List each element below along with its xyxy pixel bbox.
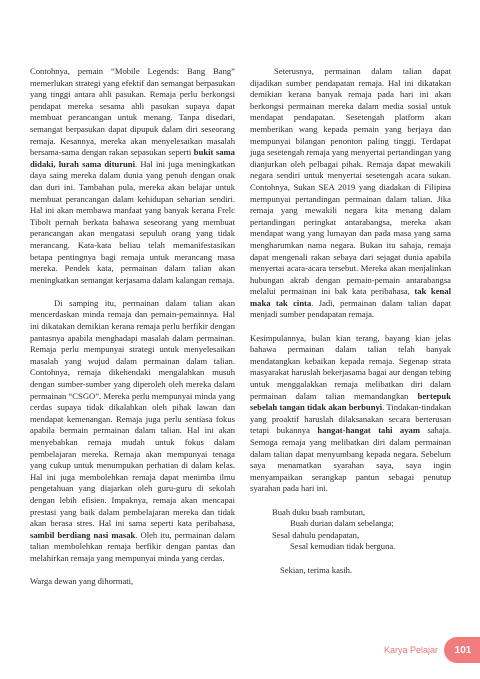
paragraph-income: Seterusnya, permainan dalam talian dapat dijadikan sumber pendapatan remaja. Hal ini dikatakan demikian kerana banyak remaja pada hari ini akan berkongsi permainan mereka dalam media sosial untuk mendapat pendapatan. Sesetengah platform akan memberikan wang kepada pemain yang berjaya dan mempunyai bilangan penonton paling tinggi. Terdapat juga sesetengah remaja yang menyertai pertandingan yang dianjurkan oleh pelbagai pihak. Remaja dapat mewakili negara sendiri untuk menyertai sesetengah acara sukan. Contohnya, Sukan SEA 2019 yang diadakan di Filipina mempunyai pertandingan permainan dalam talian. Jika remaja yang mewakili negara kita menang dalam pertandingan peringkat antarabangsa, mereka akan mendapat wang yang lumayan dan pada masa yang sama mengharumkan nama negara. Bukan itu sahaja, remaja dapat mengenali rakan sebaya dari sejagat dunia apabila menyertai acara-acara tersebut. Mereka akan menjalinkan hubungan akrab dengan pemain-pemain antarabangsa melalui permainan ini bak kata peribahasa, tak kenal maka tak cinta. Jadi, permainan dalam talian dapat menjadi sumber pendapatan remaja. bbox=[250, 66, 451, 320]
page-footer bbox=[384, 637, 480, 663]
section-label: Karya Pelajar bbox=[383, 645, 438, 655]
proverb-bold: hangat-hangat tahi ayam bbox=[317, 425, 420, 436]
proverb-bold: sambil berdiang nasi masak bbox=[30, 529, 136, 540]
paragraph-intelligence: Di samping itu, permainan dalam talian akan mencerdaskan minda remaja dan pemain-pemainnya. Hal ini dikatakan demikian kerana remaja perlu berfikir dengan pantasnya apabila menghadapi masalah dalam permainan. Remaja perlu mempunyai strategi untuk menyelesaikan masalah yang wujud dalam permainan dalam talian. Contohnya, remaja dikehendaki mengalahkan musuh dengan sumber-sumber yang diperoleh oleh mereka dalam permainan “CSGO”. Mereka perlu mempunyai minda yang cerdas supaya tidak dikalahkan oleh pihak lawan dan mendapat kemenangan. Remaja juga perlu sentiasa fokus apabila bermain permainan dalam talian. Hal ini akan menyebabkan remaja mudah untuk fokus dalam pembelajaran mereka. Remaja akan mempunyai tenaga yang cukup untuk menumpukan perhatian di dalam kelas. Hal ini juga membolehkan remaja dapat menimba ilmu pengetahuan yang diajarkan oleh guru-guru di sekolah dengan lebih efisien. Impaknya, remaja akan mencapai prestasi yang baik dalam pembelajaran mereka dan tidak akan berasa stres. Hal ini sama seperti kata peribahasa, sambil berdiang nasi masak. Oleh itu, permainan dalam talian membolehkan remaja berfikir dengan pantas dan melahirkan remaja yang mempunyai minda yang cerdas. bbox=[30, 297, 235, 563]
proverb-bold: bukit sama didaki, lurah sama dituruni bbox=[30, 147, 235, 169]
proverb-bold: bertepuk sebelah tangan tidak akan berbunyi bbox=[250, 390, 451, 413]
salutation: Warga dewan yang dihormati, bbox=[30, 576, 134, 587]
right-column bbox=[250, 66, 451, 588]
paragraph-teamwork: Contohnya, pemain “Mobile Legends: Bang Bang” memerlukan strategi yang efektif dan semangat berpasukan yang tinggi antara ahli pasukan. Remaja perlu berkongsi pendapat mereka sesama ahli pasukan supaya dapat membuat perancangan untuk menang. Tanpa disedari, semangat berpasukan dapat dipupuk dalam diri seseorang remaja. Kesannya, mereka akan menyelesaikan masalah bersama-sama dengan rakan sepasukan seperti bukit sama didaki, lurah sama dituruni. Hal ini juga meningkatkan daya saing mereka dalam dunia yang penuh dengan onak dan duri ini. Tambahan pula, mereka akan belajar untuk membuat perancangan dalam kehidupan seharian sendiri. Hal ini akan membawa manfaat yang banyak kerana Frelc Tibolt pernah berkata bahawa seseorang yang membuat perancangan akan mengatasi sepuluh orang yang tidak merancang. Kata-kata beliau telah memanifestasikan betapa pentingnya bagi remaja untuk merancang masa mereka. Pendek kata, permainan dalam talian akan meningkatkan semangat kerjasama dalam kalangan remaja. bbox=[30, 66, 235, 285]
pantun-line: Buah durian dalam sebelanga; bbox=[290, 518, 394, 529]
proverb-bold: tak kenal maka tak cinta bbox=[250, 286, 451, 308]
page-number: 101 bbox=[444, 637, 480, 663]
pantun bbox=[272, 507, 451, 553]
pantun-line: Buah duku buah rambutan, bbox=[272, 506, 366, 517]
left-column bbox=[30, 66, 235, 599]
pantun-line: Sesal kemudian tidak berguna. bbox=[290, 541, 396, 552]
pantun-line: Sesal dahulu pendapatan, bbox=[272, 529, 360, 540]
paragraph-conclusion: Kesimpulannya, bulan kian terang, bayang kian jelas bahawa permainan dalam talian telah banyak mendatangkan kebaikan kepada remaja. Segenap strata masyarakat haruslah bekerjasama bagai aur dengan tebing untuk menggalakkan remaja melibatkan diri dalam permainan dalam talian memandangkan bertepuk sebelah tangan tidak akan berbunyi. Tindakan-tindakan yang proaktif haruslah dilaksanakan secara berterusan tetapi bukannya hangat-hangat tahi ayam sahaja. Semoga remaja yang melibatkan diri dalam permainan dalam talian dapat menyumbang kepada negara. Sebelum saya menamatkan syarahan saya, saya ingin menyampaikan serangkap pantun sebagai penutup syarahan pada hari ini. bbox=[250, 332, 452, 494]
sign-off: Sekian, terima kasih. bbox=[280, 564, 353, 575]
